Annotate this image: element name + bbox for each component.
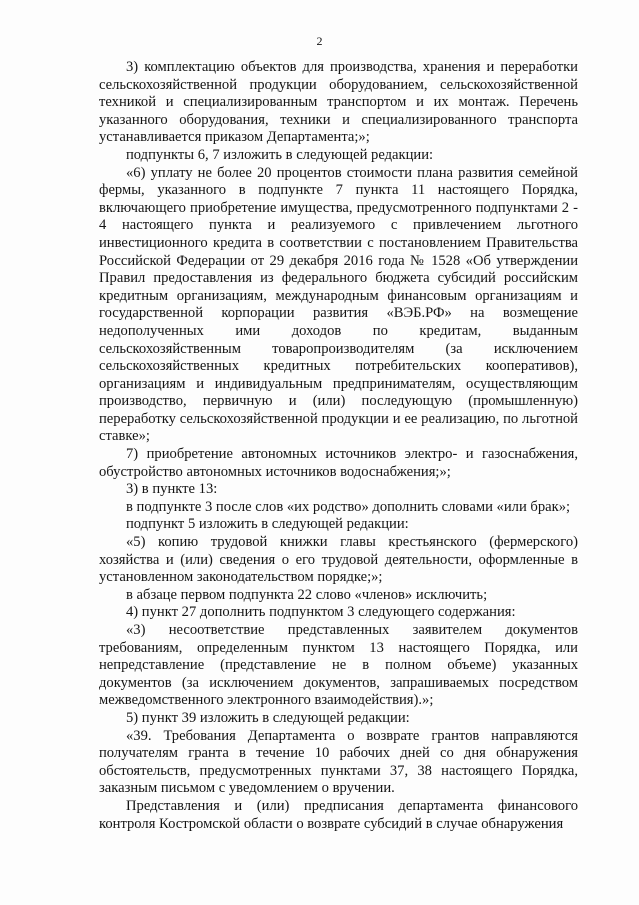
paragraph-equipment: 3) комплектацию объектов для производства, хранения и переработки сельскохозяйственной продукции оборудованием, сельскохозяйственной техникой и специализированным транспортом и их монтаж. Перечень указанного оборудования, техники и специализированного транспорта устанавливается приказом Департамента;»; <box>99 59 578 146</box>
paragraph-subpoint-5: «5) копию трудовой книжки главы крестьянского (фермерского) хозяйства и (или) сведения о его трудовой деятельности, оформленные в установленном законодательством порядке;»; <box>99 534 578 586</box>
paragraph-point-27-intro: 4) пункт 27 дополнить подпунктом 3 следующего содержания: <box>126 604 516 621</box>
paragraph-subpoint-5-intro: подпункт 5 изложить в следующей редакции: <box>126 516 409 533</box>
document-body <box>99 59 578 833</box>
paragraph-subpoint-6: «6) уплату не более 20 процентов стоимости плана развития семейной фермы, указанного в подпункте 7 пункта 11 настоящего Порядка, включающего приобретение имущества, предусмотренного подпунктами 2 - 4 настоящего пункта и реализуемого с привлечением льготного инвестиционного кредита в соответствии с постановлением Правительства Российской Федерации от 29 декабря 2016 года № 1528 «Об утверждении Правил предоставления из федерального бюджета субсидий российским кредитным организациям, международным финансовым организациям и государственной корпорации развития «ВЭБ.РФ» на возмещение недополученных ими доходов по кредитам, выданным сельскохозяйственным товаропроизводителям (за исключением сельскохозяйственных кредитных потребительских кооперативов), организациям и индивидуальным предпринимателям, осуществляющим производство, первичную и (или) последующую (промышленную) переработку сельскохозяйственной продукции и ее реализацию, по льготной ставке»; <box>99 164 578 445</box>
paragraph-subpoint-7: 7) приобретение автономных источников электро- и газоснабжения, обустройство автономных источников водоснабжения;»; <box>99 446 578 480</box>
paragraph-subpoints-6-7-intro: подпункты 6, 7 изложить в следующей редакции: <box>126 146 434 163</box>
paragraph-subpoint-3-amendment: в подпункте 3 после слов «их родство» дополнить словами «или брак»; <box>126 498 571 515</box>
paragraph-subpoint-22-amendment: в абзаце первом подпункта 22 слово «членов» исключить; <box>126 586 488 603</box>
paragraph-financial-control: Представления и (или) предписания департамента финансового контроля Костромской области о возврате субсидий в случае обнаружения <box>99 797 578 832</box>
paragraph-point-39: «39. Требования Департамента о возврате грантов направляются получателям гранта в течение 10 рабочих дней со дня обнаружения обстоятельств, предусмотренных пунктами 37, 38 настоящего Порядка, заказным письмом с уведомлением о вручении. <box>99 727 578 797</box>
paragraph-point-27-subpoint-3: «3) несоответствие представленных заявителем документов требованиям, определенным пунктом 13 настоящего Порядка, или непредставление (представление не в полном объеме) указанных документов (за исключением документов, запрашиваемых посредством межведомственного электронного взаимодействия).»; <box>99 622 578 709</box>
paragraph-point-13-intro: 3) в пункте 13: <box>126 481 218 498</box>
paragraph-point-39-intro: 5) пункт 39 изложить в следующей редакции: <box>126 709 410 726</box>
page-number: 2 <box>316 34 323 48</box>
